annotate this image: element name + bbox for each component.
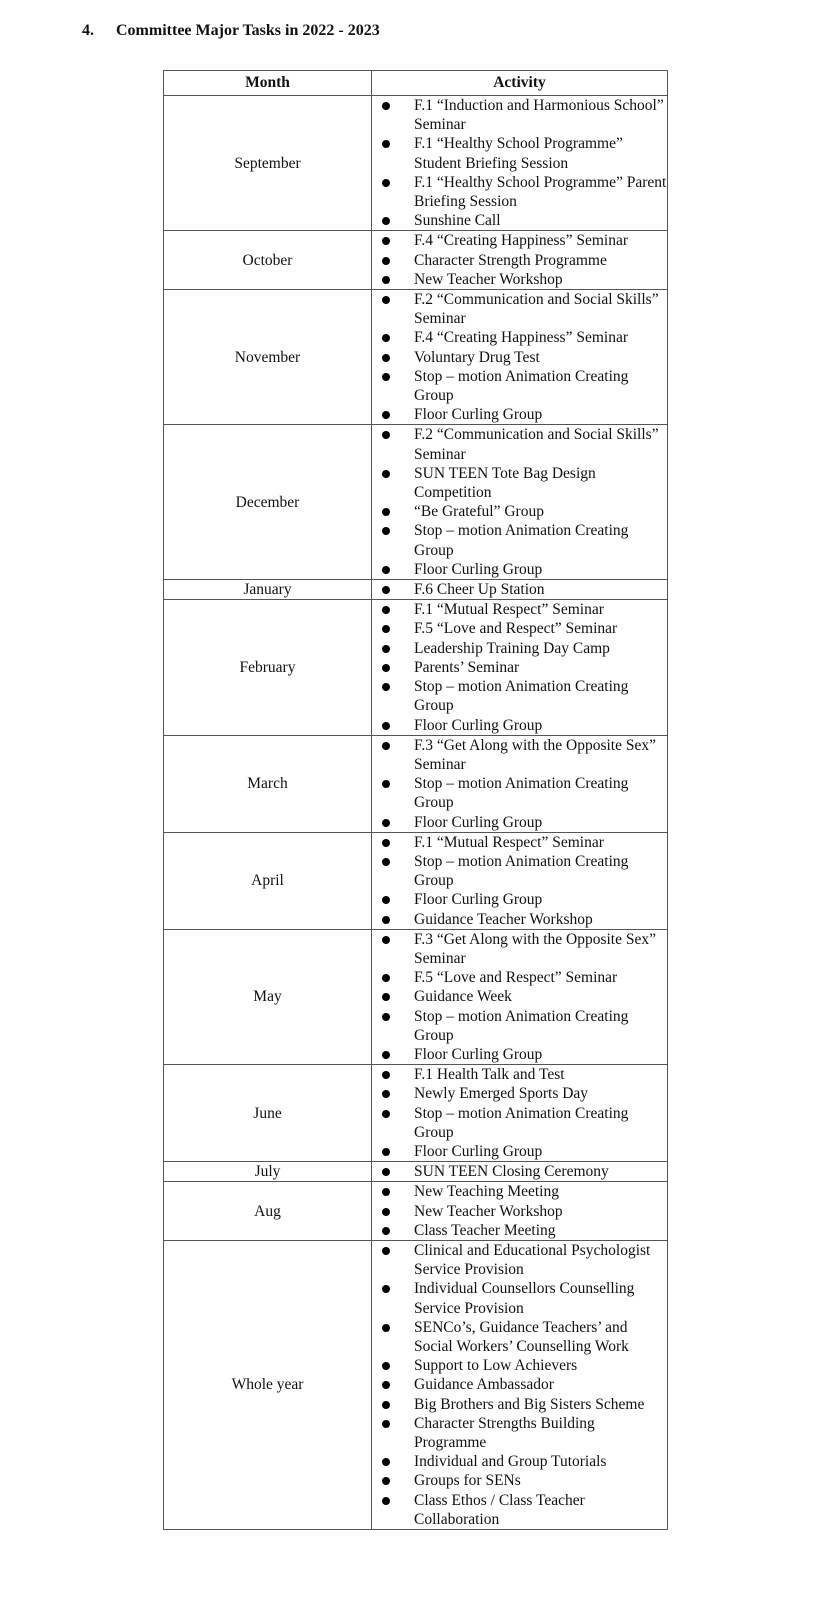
table-row bbox=[164, 425, 668, 580]
activity-cell bbox=[372, 600, 668, 735]
activity-item: “Be Grateful” Group bbox=[372, 502, 667, 521]
activity-list bbox=[372, 1065, 667, 1161]
activity-item: Floor Curling Group bbox=[372, 1142, 667, 1161]
activity-item: Floor Curling Group bbox=[372, 405, 667, 424]
month-cell: October bbox=[164, 231, 372, 290]
activity-cell bbox=[372, 1182, 668, 1241]
month-cell: April bbox=[164, 832, 372, 929]
activity-cell bbox=[372, 1065, 668, 1162]
activity-cell bbox=[372, 929, 668, 1064]
table-row bbox=[164, 231, 668, 290]
activity-item: Big Brothers and Big Sisters Scheme bbox=[372, 1395, 667, 1414]
activity-item: Sunshine Call bbox=[372, 211, 667, 230]
activity-list bbox=[372, 600, 667, 734]
activity-list bbox=[372, 736, 667, 832]
activity-list bbox=[372, 1162, 667, 1181]
activity-item: Stop – motion Animation Creating Group bbox=[372, 367, 667, 405]
activity-item: F.1 “Healthy School Programme” Parent Briefing Session bbox=[372, 173, 667, 211]
activity-item: F.2 “Communication and Social Skills” Seminar bbox=[372, 290, 667, 328]
activity-item: F.3 “Get Along with the Opposite Sex” Seminar bbox=[372, 930, 667, 968]
activity-item: SUN TEEN Tote Bag Design Competition bbox=[372, 464, 667, 502]
month-cell: June bbox=[164, 1065, 372, 1162]
activity-item: Guidance Ambassador bbox=[372, 1375, 667, 1394]
activity-cell bbox=[372, 96, 668, 231]
activity-item: F.1 Health Talk and Test bbox=[372, 1065, 667, 1084]
activity-cell bbox=[372, 290, 668, 425]
month-cell: July bbox=[164, 1162, 372, 1182]
activity-column-header: Activity bbox=[372, 71, 668, 96]
activity-item: Parents’ Seminar bbox=[372, 658, 667, 677]
activity-item: SUN TEEN Closing Ceremony bbox=[372, 1162, 667, 1181]
activity-list bbox=[372, 290, 667, 424]
activity-item: Stop – motion Animation Creating Group bbox=[372, 1104, 667, 1142]
month-cell: September bbox=[164, 96, 372, 231]
activity-item: F.1 “Healthy School Programme” Student Briefing Session bbox=[372, 134, 667, 172]
month-cell: Aug bbox=[164, 1182, 372, 1241]
activity-item: Class Ethos / Class Teacher Collaboration bbox=[372, 1491, 667, 1529]
activity-cell bbox=[372, 1162, 668, 1182]
activity-cell bbox=[372, 580, 668, 600]
table-row bbox=[164, 832, 668, 929]
tasks-table bbox=[163, 70, 668, 1530]
activity-cell bbox=[372, 425, 668, 580]
activity-item: Stop – motion Animation Creating Group bbox=[372, 1007, 667, 1045]
table-row bbox=[164, 290, 668, 425]
activity-item: Class Teacher Meeting bbox=[372, 1221, 667, 1240]
month-cell: Whole year bbox=[164, 1240, 372, 1529]
activity-item: F.6 Cheer Up Station bbox=[372, 580, 667, 599]
activity-item: Stop – motion Animation Creating Group bbox=[372, 677, 667, 715]
activity-list bbox=[372, 425, 667, 579]
table-row bbox=[164, 600, 668, 735]
activity-cell bbox=[372, 1240, 668, 1529]
table-row bbox=[164, 1065, 668, 1162]
activity-item: Guidance Week bbox=[372, 987, 667, 1006]
activity-item: New Teacher Workshop bbox=[372, 1202, 667, 1221]
activity-list bbox=[372, 580, 667, 599]
activity-cell bbox=[372, 735, 668, 832]
activity-item: Guidance Teacher Workshop bbox=[372, 910, 667, 929]
activity-item: F.4 “Creating Happiness” Seminar bbox=[372, 231, 667, 250]
table-row bbox=[164, 1182, 668, 1241]
activity-item: Clinical and Educational Psychologist Service Provision bbox=[372, 1241, 667, 1279]
header-row bbox=[164, 71, 668, 96]
activity-list bbox=[372, 1182, 667, 1240]
activity-item: Character Strength Programme bbox=[372, 251, 667, 270]
activity-item: New Teaching Meeting bbox=[372, 1182, 667, 1201]
activity-item: Newly Emerged Sports Day bbox=[372, 1084, 667, 1103]
activity-item: Character Strengths Building Programme bbox=[372, 1414, 667, 1452]
table-row bbox=[164, 96, 668, 231]
activity-item: Groups for SENs bbox=[372, 1471, 667, 1490]
activity-cell bbox=[372, 832, 668, 929]
activity-item: F.5 “Love and Respect” Seminar bbox=[372, 968, 667, 987]
activity-item: Individual and Group Tutorials bbox=[372, 1452, 667, 1471]
activity-item: Floor Curling Group bbox=[372, 813, 667, 832]
month-cell: November bbox=[164, 290, 372, 425]
table-row bbox=[164, 1240, 668, 1529]
section-number: 4. bbox=[82, 22, 94, 39]
month-cell: May bbox=[164, 929, 372, 1064]
activity-list bbox=[372, 833, 667, 929]
month-cell: March bbox=[164, 735, 372, 832]
month-cell: December bbox=[164, 425, 372, 580]
activity-list bbox=[372, 930, 667, 1064]
activity-item: Floor Curling Group bbox=[372, 560, 667, 579]
activity-item: F.1 “Mutual Respect” Seminar bbox=[372, 833, 667, 852]
activity-item: Floor Curling Group bbox=[372, 716, 667, 735]
activity-item: Stop – motion Animation Creating Group bbox=[372, 774, 667, 812]
activity-cell bbox=[372, 231, 668, 290]
month-column-header: Month bbox=[164, 71, 372, 96]
activity-item: F.5 “Love and Respect” Seminar bbox=[372, 619, 667, 638]
activity-item: Support to Low Achievers bbox=[372, 1356, 667, 1375]
month-cell: January bbox=[164, 580, 372, 600]
activity-list bbox=[372, 96, 667, 230]
activity-item: Voluntary Drug Test bbox=[372, 348, 667, 367]
activity-item: F.4 “Creating Happiness” Seminar bbox=[372, 328, 667, 347]
section-heading bbox=[82, 20, 380, 42]
table-row bbox=[164, 580, 668, 600]
table-row bbox=[164, 1162, 668, 1182]
activity-item: F.1 “Induction and Harmonious School” Seminar bbox=[372, 96, 667, 134]
activity-item: Stop – motion Animation Creating Group bbox=[372, 521, 667, 559]
activity-item: F.3 “Get Along with the Opposite Sex” Seminar bbox=[372, 736, 667, 774]
activity-item: SENCo’s, Guidance Teachers’ and Social Workers’ Counselling Work bbox=[372, 1318, 667, 1356]
activity-item: Leadership Training Day Camp bbox=[372, 639, 667, 658]
table-row bbox=[164, 735, 668, 832]
activity-item: Individual Counsellors Counselling Service Provision bbox=[372, 1279, 667, 1317]
activity-item: F.1 “Mutual Respect” Seminar bbox=[372, 600, 667, 619]
activity-item: Floor Curling Group bbox=[372, 890, 667, 909]
activity-list bbox=[372, 1241, 667, 1529]
activity-item: Floor Curling Group bbox=[372, 1045, 667, 1064]
activity-item: New Teacher Workshop bbox=[372, 270, 667, 289]
section-title: Committee Major Tasks in 2022 - 2023 bbox=[116, 22, 380, 39]
table-row bbox=[164, 929, 668, 1064]
month-cell: February bbox=[164, 600, 372, 735]
activity-item: Stop – motion Animation Creating Group bbox=[372, 852, 667, 890]
activity-item: F.2 “Communication and Social Skills” Seminar bbox=[372, 425, 667, 463]
activity-list bbox=[372, 231, 667, 289]
